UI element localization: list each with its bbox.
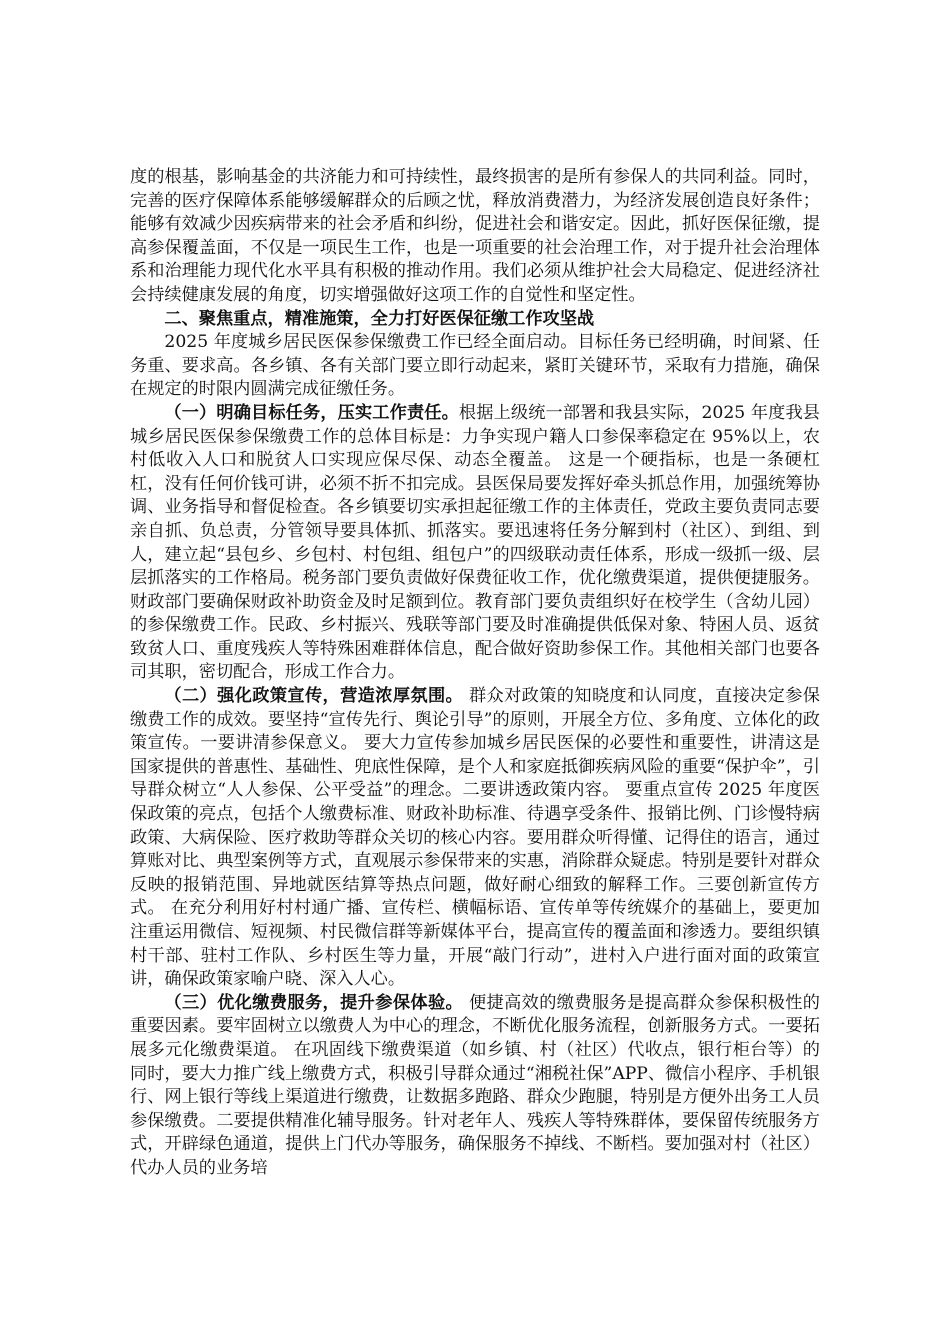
subsection-3-heading: （三）优化缴费服务，提升参保体验。 — [164, 992, 464, 1013]
section-heading-2: 二、聚焦重点，精准施策，全力打好医保征缴工作攻坚战 — [164, 308, 595, 329]
subsection-2-heading: （二）强化政策宣传，营造浓厚氛围。 — [164, 686, 464, 707]
paragraph-intro: 2025 年度城乡居民医保参保缴费工作已经全面启动。目标任务已经明确，时间紧、任务重、要求高。各乡镇、各有关部门要立即行动起来，紧盯关键环节，采取有力措施，确保在规定的时限内圆满完成征缴任务。 — [130, 332, 820, 400]
paragraph-subsection-3 — [130, 992, 820, 1181]
subsection-2-body: 群众对政策的知晓度和认同度，直接决定参保缴费工作的成效。要坚持“宣传先行、舆论引导”的原则，开展全方位、多角度、立体化的政策宣传。一要讲清参保意义。 要大力宣传参加城乡居民医保的必要性和重要性，讲清这是国家提供的普惠性、基础性、兜底性保障，是个人和家庭抵御疾病风险的重要“保护伞”，引导群众树立“人人参保、公平受益”的理念。二要讲透政策内容。 要重点宣传 2025 年度医保政策的亮点，包括个人缴费标准、财政补助标准、待遇享受条件、报销比例、门诊慢特病政策、大病保险、医疗救助等群众关切的核心内容。要用群众听得懂、记得住的语言，通过算账对比、典型案例等方式，直观展示参保带来的实惠，消除群众疑虑。特别是要针对群众反映的报销范围、异地就医结算等热点问题，做好耐心细致的解释工作。三要创新宣传方式。 在充分利用好村村通广播、宣传栏、横幅标语、宣传单等传统媒介的基础上，要更加注重运用微信、短视频、村民微信群等新媒体平台，提高宣传的覆盖面和渗透力。要组织镇村干部、驻村工作队、乡村医生等力量，开展“敲门行动”，进村入户进行面对面的政策宣讲，确保政策家喻户晓、深入人心。 — [130, 686, 820, 990]
subsection-1-body: 根据上级统一部署和我县实际，2025 年度我县城乡居民医保参保缴费工作的总体目标是：力争实现户籍人口参保率稳定在 95%以上，农村低收入人口和脱贫人口实现应保尽保、动态全覆盖。 这是一个硬指标，也是一条硬杠杠，没有任何价钱可讲，必须不折不扣完成。县医保局要发挥好牵头抓总作用，加强统筹协调、业务指导和督促检查。各乡镇要切实承担起征缴工作的主体责任，党政主要负责同志要亲自抓、负总责，分管领导要具体抓、抓落实。要迅速将任务分解到村（社区）、到组、到人，建立起“县包乡、乡包村、村包组、组包户”的四级联动责任体系，形成一级抓一级、层层抓落实的工作格局。税务部门要负责做好保费征收工作，优化缴费渠道，提供便捷服务。财政部门要确保财政补助资金及时足额到位。教育部门要负责组织好在校学生（含幼儿园）的参保缴费工作。民政、乡村振兴、残联等部门要及时准确提供低保对象、特困人员、返贫致贫人口、重度残疾人等特殊困难群体信息，配合做好资助参保工作。其他相关部门也要各司其职，密切配合，形成工作合力。 — [130, 402, 820, 683]
paragraph-subsection-2 — [130, 685, 820, 992]
subsection-1-heading: （一）明确目标任务，压实工作责任。 — [164, 402, 459, 423]
paragraph-subsection-1 — [130, 402, 820, 685]
subsection-3-body: 便捷高效的缴费服务是提高群众参保积极性的重要因素。要牢固树立以缴费人为中心的理念，不断优化服务流程，创新服务方式。一要拓展多元化缴费渠道。 在巩固线下缴费渠道（如乡镇、村（社区）代收点，银行柜台等）的同时，要大力推广线上缴费方式，积极引导群众通过“湘税社保”APP、微信小程序、手机银行、网上银行等线上渠道进行缴费，让数据多跑路、群众少跑腿，特别是方便外出务工人员参保缴费。二要提供精准化辅导服务。针对老年人、残疾人等特殊群体，要保留传统服务方式，开辟绿色通道，提供上门代办等服务，确保服务不掉线、不断档。要加强对村（社区）代办人员的业务培 — [130, 992, 820, 1178]
document-page — [130, 166, 820, 1181]
paragraph-continuation: 度的根基，影响基金的共济能力和可持续性，最终损害的是所有参保人的共同利益。同时，完善的医疗保障体系能够缓解群众的后顾之忧，释放消费潜力，为经济发展创造良好条件；能够有效减少因疾病带来的社会矛盾和纠纷，促进社会和谐安定。因此，抓好医保征缴，提高参保覆盖面，不仅是一项民生工作，也是一项重要的社会治理工作，对于提升社会治理体系和治理能力现代化水平具有积极的推动作用。我们必须从维护社会大局稳定、促进经济社会持续健康发展的角度，切实增强做好这项工作的自觉性和坚定性。 — [130, 167, 820, 305]
